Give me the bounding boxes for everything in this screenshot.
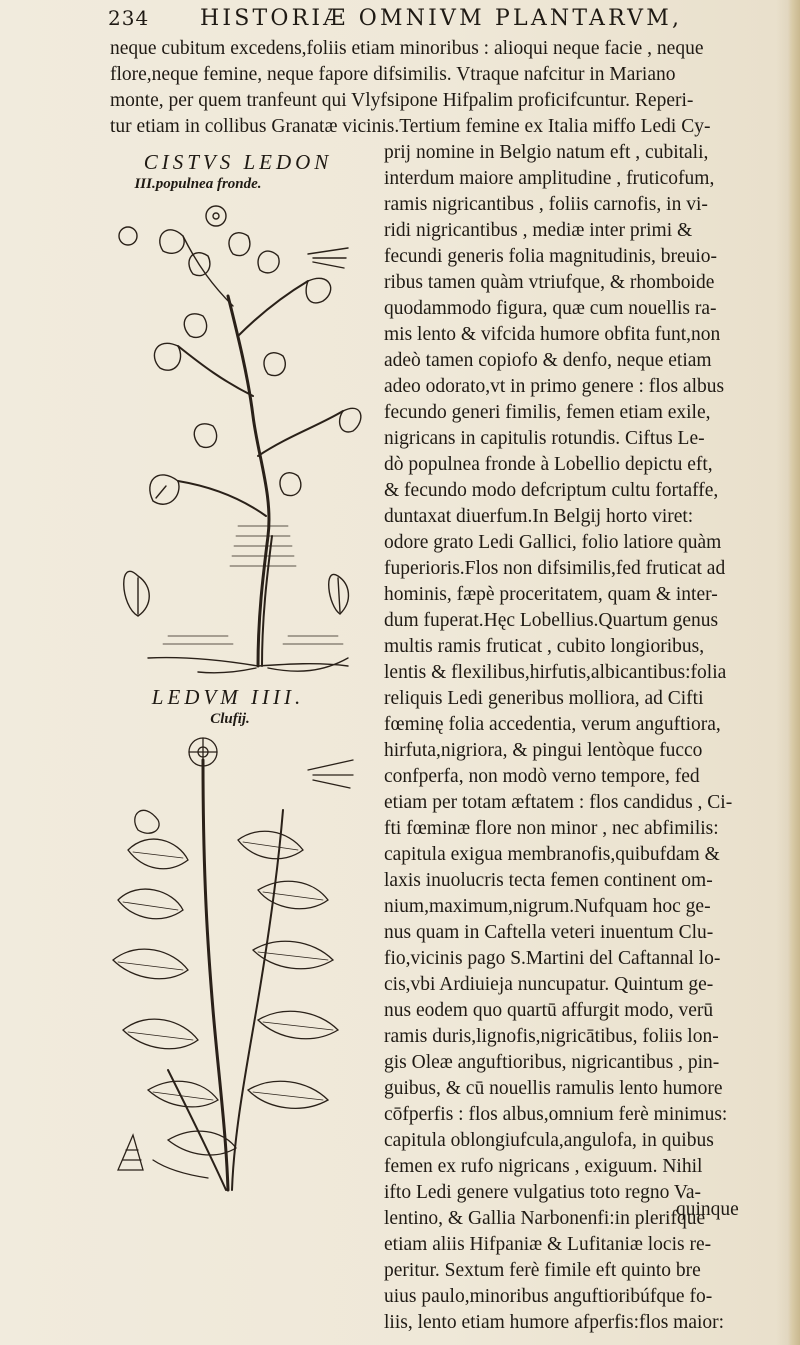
text-line: multis ramis fruticat , cubito longioribus, xyxy=(384,636,705,657)
text-line: fecundi generis folia magnitudinis, breuio- xyxy=(384,246,718,267)
text-line: dò populnea fronde à Lobellio depictu eft, xyxy=(384,454,713,475)
text-line: ramis nigricantibus , foliis carnofis, in vi- xyxy=(384,194,708,215)
text-line: interdum maiore amplitudine , fruticofum, xyxy=(384,168,715,189)
figure1-woodcut xyxy=(108,196,368,676)
text-line: nus quam in Caftella veteri inuentum Clu- xyxy=(384,922,714,943)
page-edge xyxy=(788,0,800,1345)
text-line: etiam aliis Hifpaniæ & Lufitaniæ locis re- xyxy=(384,1234,712,1255)
text-line: reliquis Ledi generibus molliora, ad Cifti xyxy=(384,688,704,709)
text-line: fio,vicinis pago S.Martini del Caftannal lo- xyxy=(384,948,721,969)
figure1-caption-subtitle: III.populnea fronde. xyxy=(134,176,262,192)
text-line: duntaxat diuerfum.In Belgij horto viret: xyxy=(384,506,694,527)
text-line: neque cubitum excedens,foliis etiam minoribus : alioqui neque facie , neque xyxy=(110,38,704,59)
text-line: cis,vbi Ardiuieja nuncupatur. Quintum ge- xyxy=(384,974,714,995)
text-line: liis, lento etiam humore afperfis:flos maior: xyxy=(384,1312,725,1333)
text-line: uius paulo,minoribus anguftioribúfque fo- xyxy=(384,1286,713,1307)
figure2-caption-subtitle: Clufij. xyxy=(210,711,250,727)
text-line: ifto Ledi genere vulgatius toto regno Va- xyxy=(384,1182,701,1203)
text-line: guibus, & cū nouellis ramulis lento humore xyxy=(384,1078,723,1099)
text-line: cōfperfis : flos albus,omnium ferè minimus: xyxy=(384,1104,728,1125)
text-line: & fecundo modo defcriptum cultu fortaffe, xyxy=(384,480,719,501)
text-line: fecundo generi fimilis, femen etiam exile, xyxy=(384,402,711,423)
text-line: nigricans in capitulis rotundis. Ciftus Le- xyxy=(384,428,705,449)
text-line: hominis, fæpè proceritatem, quam & inter- xyxy=(384,584,718,605)
text-line: lentis & flexilibus,hirfutis,albicantibus:folia xyxy=(384,662,727,683)
text-line: fuperioris.Flos non difsimilis,fed fruticat ad xyxy=(384,558,726,579)
plant-illustration-icon xyxy=(108,730,368,1200)
page-number: 234 xyxy=(108,6,150,30)
text-line: monte, per quem tranfeunt qui Vlyfsipone Hifpalim proficifcuntur. Reperi- xyxy=(110,90,694,111)
page-header xyxy=(108,4,768,34)
text-line: odore grato Ledi Gallici, folio latiore quàm xyxy=(384,532,722,553)
text-line: hirfuta,nigriora, & pingui lentòque fucco xyxy=(384,740,703,761)
text-line: mis lento & vifcida humore obfita funt,non xyxy=(384,324,721,345)
text-line: adeò tamen copiofo & denfo, neque etiam xyxy=(384,350,712,371)
text-line: tur etiam in collibus Granatæ vicinis.Tertium femine ex Italia miffo Ledi Cy- xyxy=(110,116,711,137)
figure2-woodcut xyxy=(108,730,368,1200)
text-line: fti fœminæ flore non minor , nec abfimilis: xyxy=(384,818,719,839)
text-line: ramis duris,lignofis,nigricātibus, foliis lon- xyxy=(384,1026,719,1047)
text-line: flore,neque femine, neque fapore difsimilis. Vtraque nafcitur in Mariano xyxy=(110,64,676,85)
text-line: dum fuperat.Hęc Lobellius.Quartum genus xyxy=(384,610,719,631)
text-line: confperfa, non modò verno tempore, fed xyxy=(384,766,700,787)
running-head: HISTORIÆ OMNIVM PLANTARVM, xyxy=(200,6,683,31)
text-line: ribus tamen quàm vtriufque, & rhomboide xyxy=(384,272,715,293)
text-line: adeo odorato,vt in primo genere : flos albus xyxy=(384,376,725,397)
text-line: femen ex rufo nigricans , exiguum. Nihil xyxy=(384,1156,703,1177)
text-line: gis Oleæ anguftioribus, nigricantibus , pin- xyxy=(384,1052,720,1073)
figure1-caption-title: CISTVS LEDON xyxy=(143,150,333,174)
text-line: prij nomine in Belgio natum eft , cubitali, xyxy=(384,142,709,163)
text-line: ridi nigricantibus , mediæ inter primi & xyxy=(384,220,693,241)
text-line: etiam per totam æftatem : flos candidus , Ci- xyxy=(384,792,733,813)
text-line: laxis inuolucris tecta femen continent om- xyxy=(384,870,713,891)
text-line: capitula exigua membranofis,quibufdam & xyxy=(384,844,720,865)
text-line: fœminę folia accedentia, verum anguftiora, xyxy=(384,714,721,735)
text-line: nium,maximum,nigrum.Nufquam hoc ge- xyxy=(384,896,711,917)
text-line: capitula oblongiufcula,angulofa, in quibus xyxy=(384,1130,714,1151)
catchword: quinque xyxy=(676,1199,739,1220)
figure2-caption-title: LEDVM IIII. xyxy=(151,685,305,709)
text-line: lentino, & Gallia Narbonenfi:in plerifque xyxy=(384,1208,706,1229)
text-line: quodammodo figura, quæ cum nouellis ra- xyxy=(384,298,717,319)
text-line: nus eodem quo quartū affurgit modo, verū xyxy=(384,1000,714,1021)
plant-illustration-icon xyxy=(108,196,368,676)
text-line: peritur. Sextum ferè fimile eft quinto bre xyxy=(384,1260,701,1281)
